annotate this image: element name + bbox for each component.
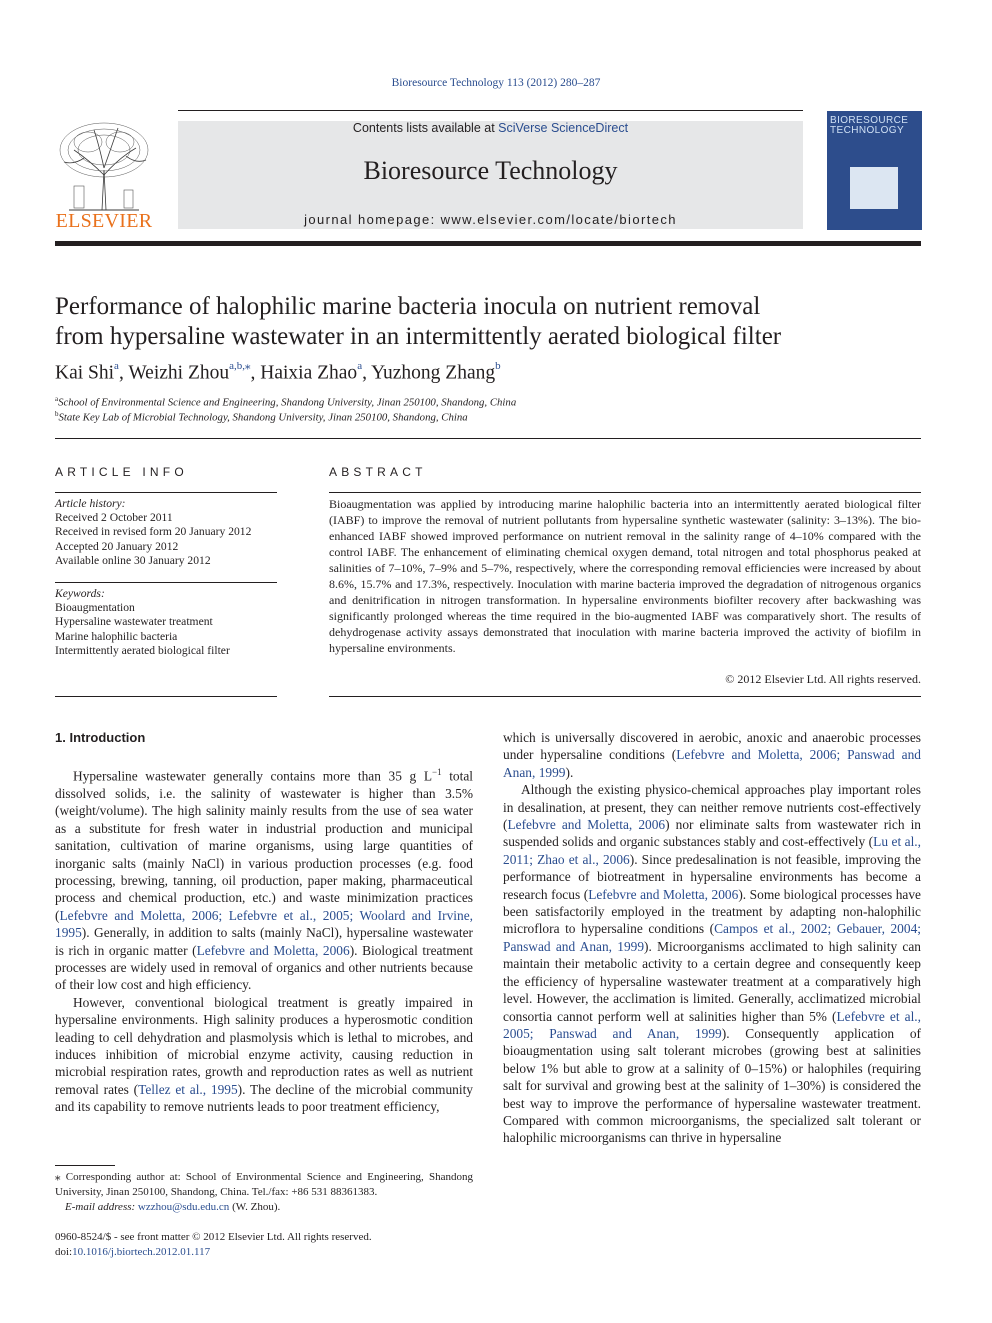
footnote-rule xyxy=(55,1165,115,1166)
citation-link[interactable]: Lefebvre and Moletta, 2006 xyxy=(588,886,739,902)
intro-paragraph-3: which is universally discovered in aerobic, anoxic and anaerobic processes under hypersaline conditions (Lefebvre and Moletta, 2006; Panswad and Anan, 1999). xyxy=(503,730,921,780)
corresponding-author-note: ⁎ Corresponding author at: School of Environmental Science and Engineering, Shandong University, Jinan 250100, Shandong, China. Tel./fax: +86 531 88361383. E-mail address: wzzhou@sdu.edu.cn (W. Zhou). xyxy=(55,1171,473,1213)
citation-link[interactable]: Lefebvre et al., 2005; Panswad and Anan, 1999 xyxy=(503,1008,921,1041)
info-rule-2 xyxy=(55,582,277,583)
abstract-copyright: © 2012 Elsevier Ltd. All rights reserved. xyxy=(725,672,921,686)
journal-citation-link[interactable]: Bioresource Technology 113 (2012) 280–287 xyxy=(391,77,601,89)
info-rule-1 xyxy=(55,492,277,493)
abstract-rule-bottom xyxy=(329,696,921,697)
citation-link[interactable]: Campos et al., 2002; Gebauer, 2004; Panswad and Anan, 1999 xyxy=(503,921,921,954)
body-left-column xyxy=(55,764,473,1116)
citation-link[interactable]: Lu et al., 2011; Zhao et al., 2006 xyxy=(503,834,921,867)
citation-link[interactable]: Lefebvre and Moletta, 2006; Lefebvre et al., 2005; Woolard and Irvine, 1995 xyxy=(55,907,473,941)
cover-title: BIORESOURCE TECHNOLOGY xyxy=(830,115,909,136)
issn-line: 0960-8524/$ - see front matter © 2012 Elsevier Ltd. All rights reserved. xyxy=(55,1231,372,1243)
keywords: Keywords: Bioaugmentation Hypersaline wastewater treatment Marine halophilic bacteria Intermittently aerated biological filter xyxy=(55,587,230,657)
affiliation-b: $^b$State Key Lab of Microbial Technology, Shandong University, Jinan 250100, Shandong, China xyxy=(55,410,468,424)
intro-paragraph-1: Hypersaline wastewater generally contains more than 35 g $L^{-1}$ total dissolved solids, i.e. the salinity of wastewater is higher than 3.5% (weight/volume). The high salinity mainly results from the use of sea water as a substitute for fresh water in industrial production and municipal sanitation, cultivation of marine organisms, using large quantities of inorganic salts (mainly NaCl) in various production processes (e.g. food processing, brewing, tanning, oil production, paper making, pharmaceutical process and chemical production, etc.) and waste minimization practices (Lefebvre and Moletta, 2006; Lefebvre et al., 2005; Woolard and Irvine, 1995). Generally, in addition to salts (mainly NaCl), hypersaline wastewater is rich in organic matter (Lefebvre and Moletta, 2006). Biological treatment processes are widely used in removal of organics and other nutrients because of their low cost and high efficiency. xyxy=(55,767,473,993)
publisher-wordmark: ELSEVIER xyxy=(55,210,153,232)
email-link[interactable]: wzzhou@sdu.edu.cn xyxy=(137,1201,230,1213)
author-list: Kai Shi$^a$, Weizhi Zhou$^{a,b,⁎}$, Haixia Zhao$^a$, Yuzhong Zhang$^b$ xyxy=(55,360,501,384)
article-info-heading: ARTICLE INFO xyxy=(55,465,188,479)
abstract-heading: ABSTRACT xyxy=(329,465,427,479)
section-heading-introduction: 1. Introduction xyxy=(55,730,146,745)
elsevier-tree-logo xyxy=(54,120,154,212)
intro-paragraph-4: Although the existing physico-chemical approaches play important roles in desalination, at present, they can neither remove nutrients cost-effectively (Lefebvre and Moletta, 2006) nor eliminate salts from wastewater rich in suspended solids and organic substances stably and cost-effectively (Lu et al., 2011; Zhao et al., 2006). Since predesalination is not feasible, improving the performance of biotreatment in hypersaline environments has become a research focus (Lefebvre and Moletta, 2006). Some biological processes have been satisfactorily employed in the treatment by adapting non-halophilic microflora to hypersaline conditions (Campos et al., 2002; Gebauer, 2004; Panswad and Anan, 1999). Microorganisms acclimated to high salinity can maintain their metabolic activity to a certain degree and consequently keep the efficiency of hypersaline wastewater treatment at a comparatively high level. However, the acclimation is limited. Generally, acclimatized microbial consortia cannot perform well at salinities higher than 5% (Lefebvre et al., 2005; Panswad and Anan, 1999). Consequently application of bioaugmentation using salt tolerant microbes (growing best at salinities below 1% but able to grow at a salinity of 0–15%) or halophiles (requiring salt for survival and growing best at the salinity of 1–30%) is considered the best way to improve the performance of hypersaline wastewater treatment. Compared with common microorganisms, the specialized salt tolerant or halophilic microorganisms can thrive in hypersaline xyxy=(503,782,921,1146)
citation-link[interactable]: Lefebvre and Moletta, 2006 xyxy=(196,942,350,958)
info-rule-3 xyxy=(55,696,277,697)
affiliation-a: $^a$School of Environmental Science and Engineering, Shandong University, Jinan 250100, Shandong, China xyxy=(55,395,517,409)
journal-title: Bioresource Technology xyxy=(363,156,618,185)
article-history: Article history: Received 2 October 2011 Received in revised form 20 January 2012 Accepted 20 January 2012 Available online 30 January 2012 xyxy=(55,497,252,567)
title-rule xyxy=(55,438,921,439)
citation-link[interactable]: Lefebvre and Moletta, 2006 xyxy=(507,817,666,833)
cover-figure xyxy=(850,167,898,209)
journal-homepage[interactable]: journal homepage: www.elsevier.com/locate/biortech xyxy=(304,212,677,227)
citation-link[interactable]: Tellez et al., 1995 xyxy=(138,1081,238,1097)
doi-line: doi:10.1016/j.biortech.2012.01.117 xyxy=(55,1246,211,1258)
sciencedirect-link[interactable]: SciVerse ScienceDirect xyxy=(498,121,629,135)
header-thick-rule xyxy=(55,241,921,246)
abstract-rule-top xyxy=(329,492,921,493)
citation-link[interactable]: Lefebvre and Moletta, 2006; Panswad and Anan, 1999 xyxy=(503,747,921,780)
header-top-rule xyxy=(178,110,803,111)
article-title: Performance of halophilic marine bacteria inocula on nutrient removal from hypersaline wastewater in an intermittently aerated biological filter xyxy=(55,293,782,350)
contents-line: Contents lists available at SciVerse ScienceDirect xyxy=(352,121,629,135)
body-right-column xyxy=(503,729,921,1147)
intro-paragraph-2: However, conventional biological treatment is greatly impaired in hypersaline environments. High salinity produces a hyperosmotic condition leading to cell dehydration and plasmolysis which is lethal to microbes, and induces inhibition of microbial enzyme activity, causing reduction in microbial respiration rates, growth and reproduction rates as well as nutrient removal rates (Tellez et al., 1995). The decline of the microbial community and its capability to remove nutrients leads to poor treatment efficiency, xyxy=(55,994,473,1115)
doi-link[interactable]: 10.1016/j.biortech.2012.01.117 xyxy=(72,1246,211,1258)
abstract-text: Bioaugmentation was applied by introducing marine halophilic bacteria into an intermittently aerated biological filter (IABF) to improve the removal of nutrient pollutants from hypersaline synthetic wastewater (salinity: 3–13%). The bio-enhanced IABF showed improved performance on nutrient removal in the salinity range of 4–10% compared with the control IABF. The enhancement of eliminating chemical oxygen demand, total nitrogen and total phosphorus peaked at salinities of 7–10%, 7–9% and 5–7%, respectively, where the corresponding removal efficiencies were increased by about 8.6%, 15.7% and 17.3%, respectively. Inoculation with marine bacteria improved the degradation of nitrogenous organics and denitrification in nitrogen transformation. In hypersaline environments biofilter recovery after backwashing was significantly prolonged whereas the time required in the bio-augmented IABF was comparatively short. The results of dehydrogenase activity assays demonstrated that inoculation with marine bacteria improved the activity of biofilm in hypersaline environments. xyxy=(329,497,921,655)
